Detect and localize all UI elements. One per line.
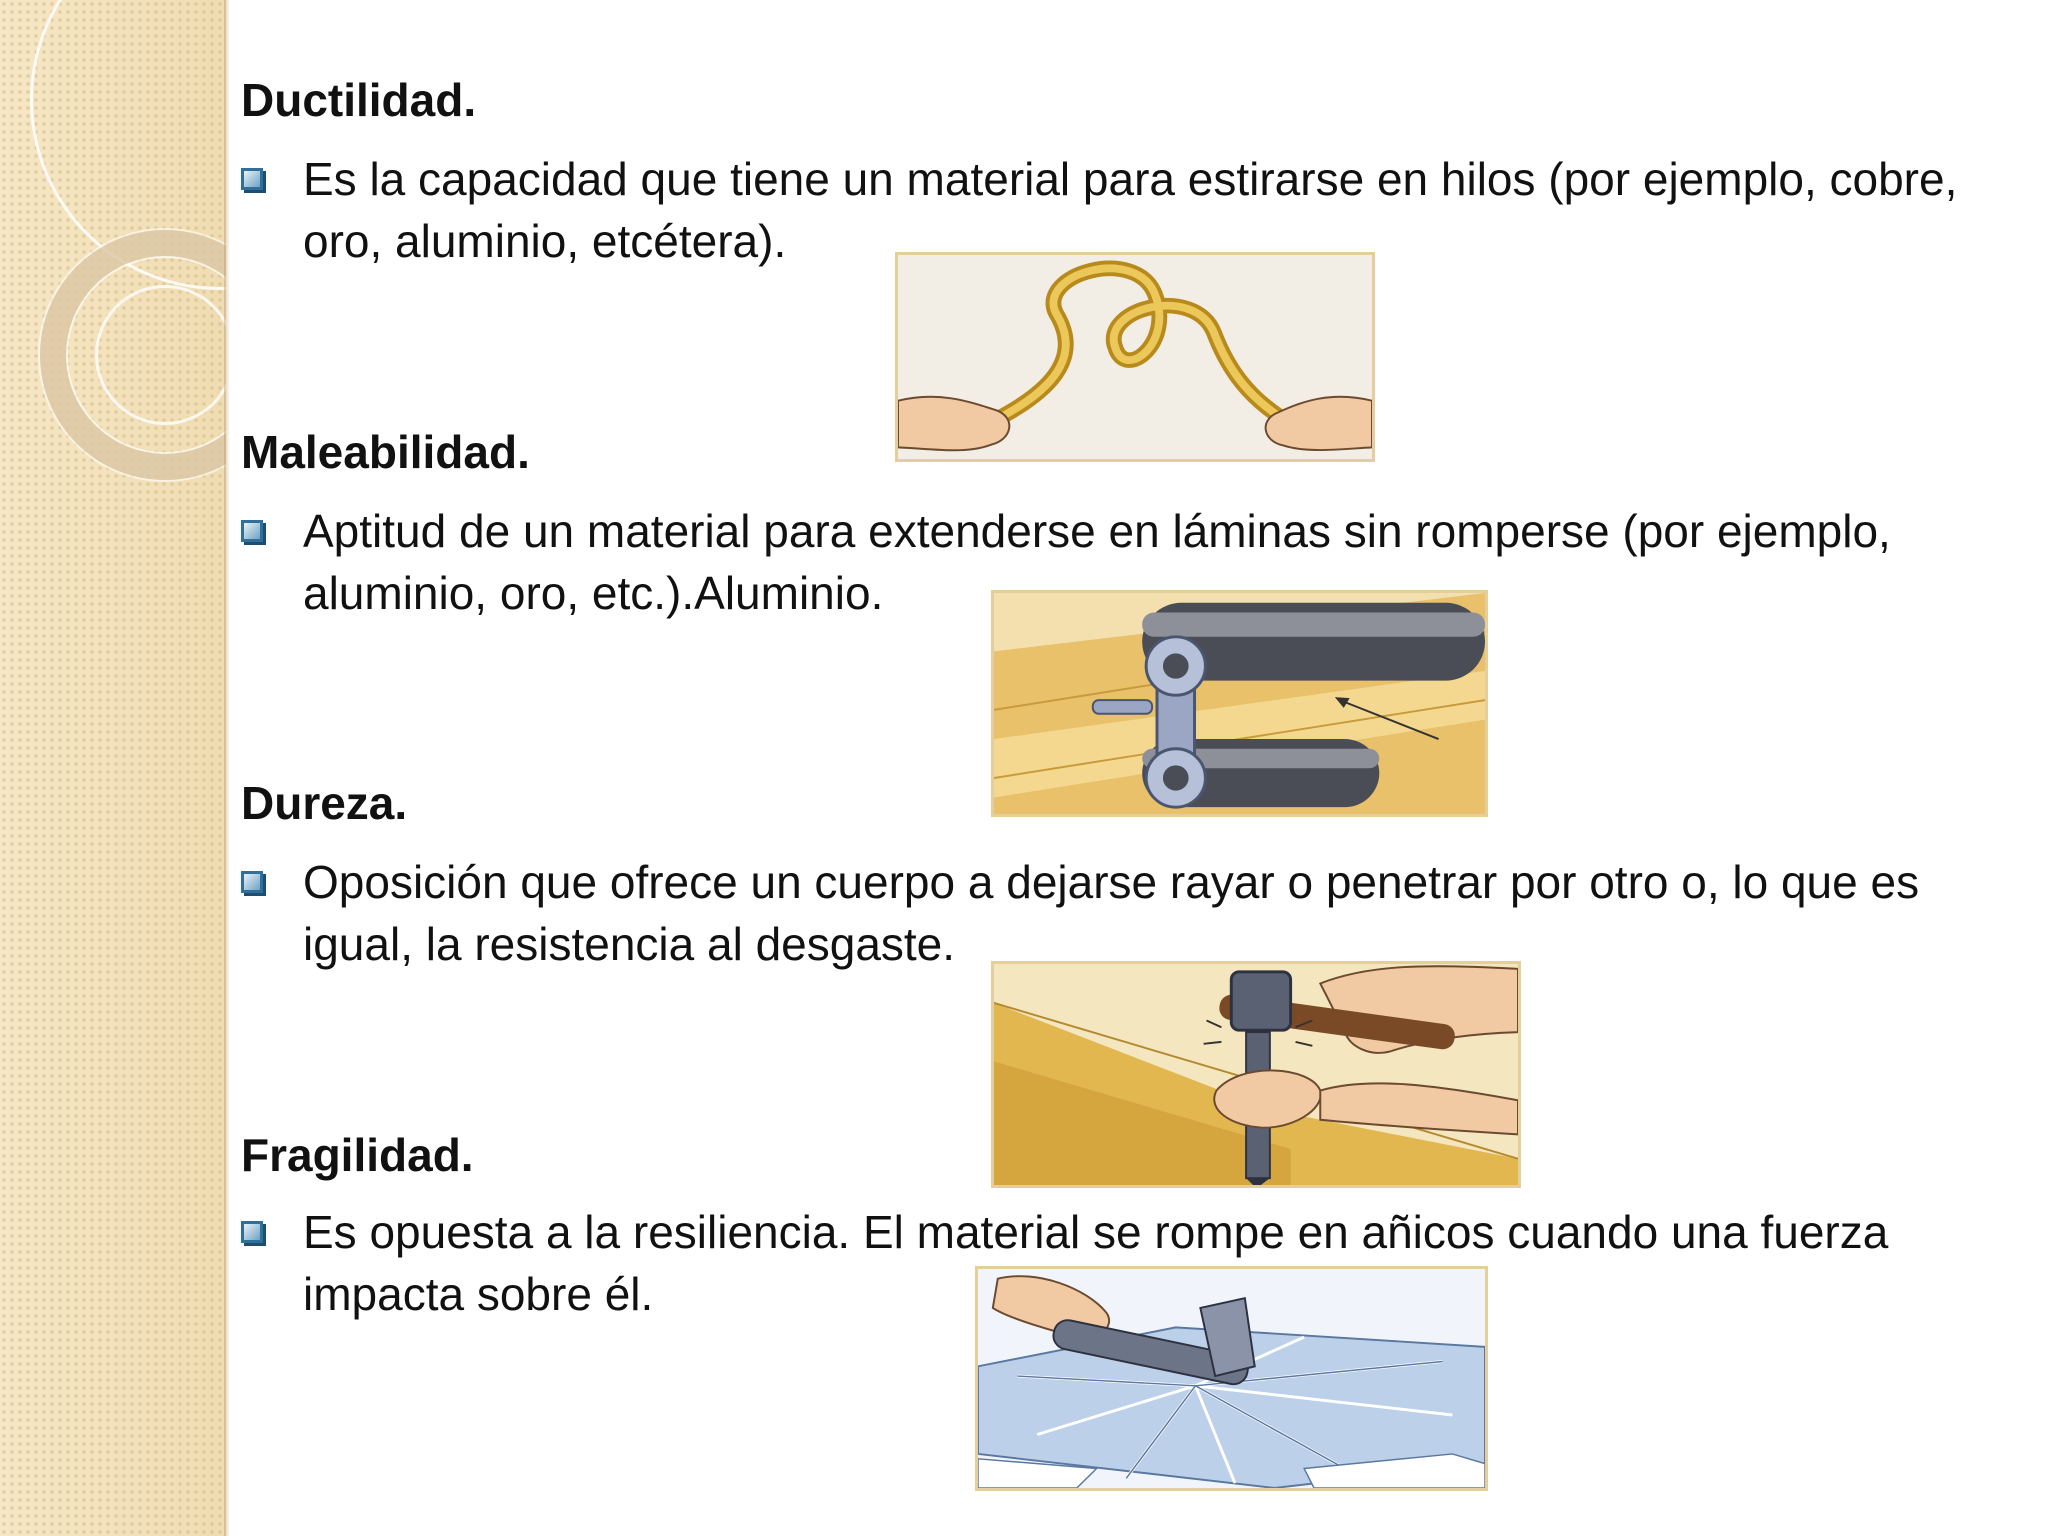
wire-loop-illustration <box>895 252 1375 462</box>
item-text-fragilidad: Es opuesta a la resiliencia. El material se rompe en añicos cuando una fuerza impacta sobre él. <box>303 1206 1889 1320</box>
bullet-item-dureza <box>241 851 1981 975</box>
square-bullet-icon <box>241 871 263 893</box>
heading-dureza: Dureza. <box>241 777 408 829</box>
square-bullet-icon <box>241 520 263 542</box>
decorative-side-band <box>0 0 226 1536</box>
item-text-dureza: Oposición que ofrece un cuerpo a dejarse rayar o penetrar por otro o, lo que es igual, la resistencia al desgaste. <box>303 856 1920 970</box>
rolling-sheet-illustration <box>991 590 1488 817</box>
heading-ductilidad: Ductilidad. <box>241 74 477 126</box>
decorative-ring <box>95 285 226 425</box>
item-text-ductilidad: Es la capacidad que tiene un material para estirarse en hilos (por ejemplo, cobre, oro, aluminio, etcétera). <box>303 153 1958 267</box>
band-edge <box>224 0 230 1536</box>
item-text-maleabilidad: Aptitud de un material para extenderse en láminas sin romperse (por ejemplo, aluminio, oro, etc.).Aluminio. <box>303 505 1891 619</box>
heading-fragilidad: Fragilidad. <box>241 1129 474 1181</box>
square-bullet-icon <box>241 168 263 190</box>
heading-maleabilidad: Maleabilidad. <box>241 426 530 478</box>
hammer-chisel-illustration <box>991 961 1521 1188</box>
square-bullet-icon <box>241 1221 263 1243</box>
shattered-glass-illustration <box>975 1266 1488 1491</box>
